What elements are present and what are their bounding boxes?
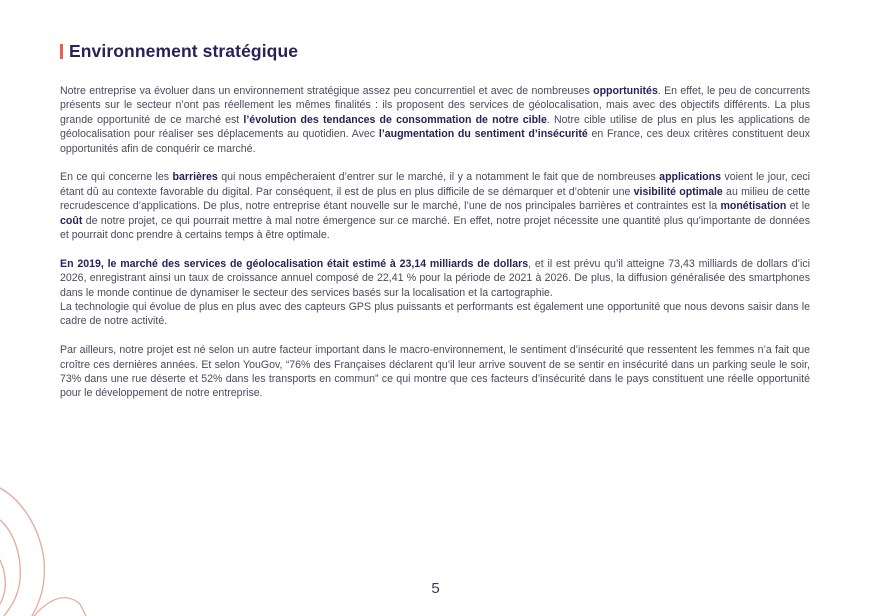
text-run: , et il est prévu qu’il atteigne 73,43 milliards de dollars d’ici 2026, enregistrant ainsi un taux de croissance annuel composé de 22,41 % pour la période de 2021 à 2026. De plus, la diffusion généralisée des smartphones dans le monde continue de dynamiser le secteur des services basés sur la localisation et la cartographie. <box>60 257 811 299</box>
bold-text: coût <box>60 214 83 227</box>
text-run: de notre projet, ce qui pourrait mettre à mal notre émergence sur ce marché. En effet, notre projet nécessite une quantité plus qu’importante de données et pourrait donc prendre à certains temps à être optimale. <box>60 214 810 242</box>
text-run: . En effet, le peu de concurrents présents sur le secteur n’ont pas réellement les mêmes finalités : ils proposent des services de géolocalisation, mais avec des objectifs différents. La plus grande opportunité de ce marché est <box>60 85 811 126</box>
text-run: au milieu de cette recrudescence d’applications. De plus, notre entreprise étant nouvelle sur le marché, l’une de nos principales barrières et contraintes est la <box>60 185 810 213</box>
paragraph <box>60 343 810 401</box>
text-run: En ce qui concerne les <box>60 171 173 184</box>
page-title: Environnement stratégique <box>69 41 299 61</box>
bold-text: En 2019, le marché des services de géolocalisation était estimé à 23,14 milliards de dollars <box>60 257 529 270</box>
bold-text: l’évolution des tendances de consommation de notre cible <box>243 113 547 126</box>
title-accent-bar <box>60 44 63 59</box>
text-run: qui nous empêcheraient d’entrer sur le marché, il y a notamment le fait que de nombreuses <box>217 171 660 184</box>
page-number: 5 <box>431 580 440 597</box>
bold-text: barrières <box>172 171 218 184</box>
text-run: en France, ces deux critères constituent deux opportunités afin de conquérir ce marché. <box>60 128 811 155</box>
bold-text: visibilité optimale <box>633 185 723 198</box>
text-run: Par ailleurs, notre projet est né selon un autre facteur important dans le macro-environnement, le sentiment d’insécurité que ressentent les femmes n’a fait que croître ces dernières années. Et selon YouGov, “76% des Françaises déclarent qu’il leur arrive souvent de se sentir en insécurité dans un parking seule le soir, 73% dans une rue déserte et 52% dans les transports en commun” ce qui montre que ces facteurs d’insécurité dans le pays constituent une réelle opportunité pour le développement de notre entreprise. <box>60 344 810 400</box>
bold-text: applications <box>659 171 721 184</box>
text-run: voient le jour, ceci étant dû au contexte favorable du digital. Par conséquent, il est de plus en plus difficile de se démarquer et d’obtenir une <box>60 171 811 198</box>
text-run: et le <box>786 200 811 213</box>
paragraph <box>60 84 810 156</box>
bold-text: opportunités <box>593 85 658 97</box>
text-run: La technologie qui évolue de plus en plus avec des capteurs GPS plus puissants et performants est également une opportunité que nous devons saisir dans le cadre de notre activité. <box>60 301 810 328</box>
text-run: . Notre cible utilise de plus en plus les applications de géolocalisation pour réaliser ses déplacements au quotidien. Avec <box>60 113 810 141</box>
paragraph <box>60 257 810 300</box>
text-run: Notre entreprise va évoluer dans un environnement stratégique assez peu concurrentiel et avec de nombreuses <box>60 85 594 97</box>
body-text <box>60 84 810 401</box>
bold-text: monétisation <box>720 200 787 213</box>
section-header <box>60 41 298 62</box>
paragraph <box>60 170 810 242</box>
paragraph <box>60 300 810 329</box>
bold-text: l’augmentation du sentiment d’insécurité <box>378 128 588 141</box>
